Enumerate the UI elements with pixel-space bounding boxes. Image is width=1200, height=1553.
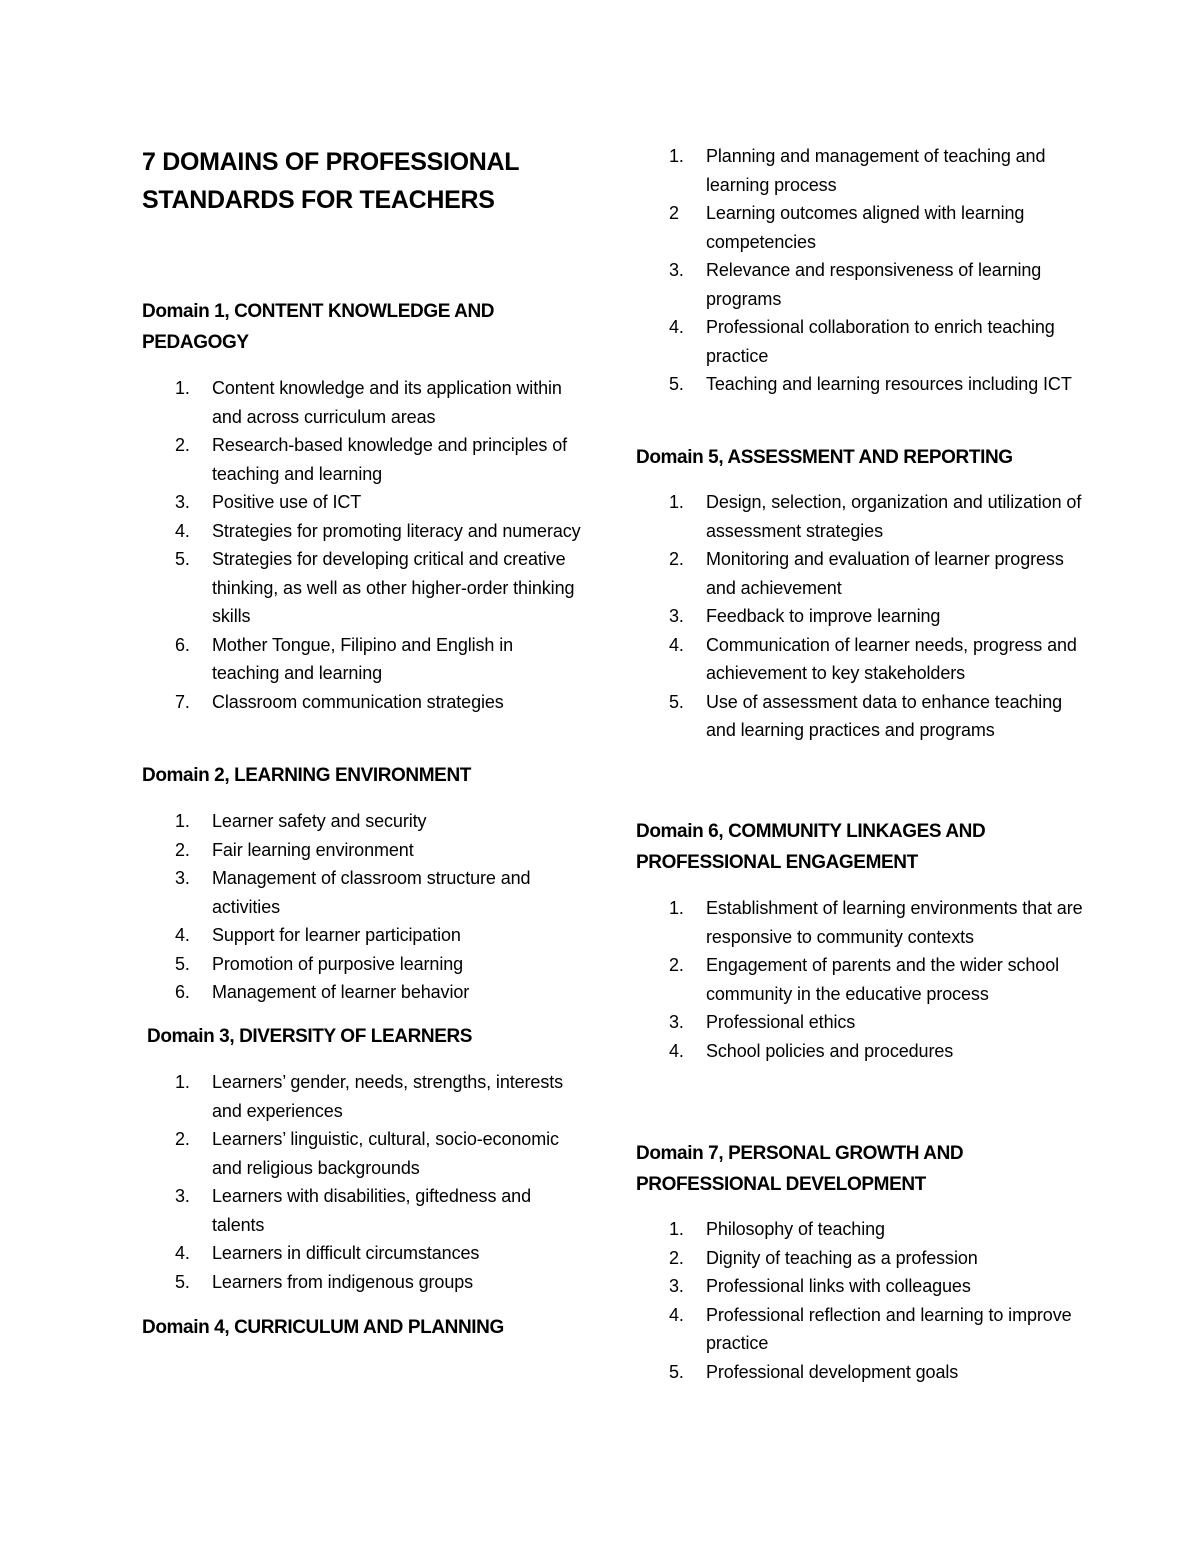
list-item-text: Dignity of teaching as a profession [706, 1247, 978, 1268]
list-item [636, 1215, 1086, 1244]
domain-4-list [636, 142, 1086, 399]
list-item-number: 6. [175, 634, 190, 655]
list-item-text: Monitoring and evaluation of learner progress and achievement [706, 549, 1064, 598]
list-item [636, 199, 1086, 256]
domain-6-heading: Domain 6, COMMUNITY LINKAGES AND PROFESSIONAL ENGAGEMENT [636, 821, 986, 873]
list-item [636, 545, 1086, 602]
list-item-number: 5. [669, 1361, 684, 1382]
list-item [142, 836, 582, 865]
list-item-number: 2. [175, 435, 190, 455]
domain-2-heading: Domain 2, LEARNING ENVIRONMENT [142, 765, 471, 786]
list-item-number: 2 [669, 203, 679, 223]
document-title-line-1: 7 DOMAINS OF PROFESSIONAL [142, 148, 520, 176]
domain-3-list [142, 1068, 582, 1296]
list-item-number: 4. [669, 317, 684, 337]
list-item [142, 431, 582, 488]
list-item [142, 807, 582, 836]
list-item-number: 3. [175, 1186, 190, 1206]
list-item-text: Professional development goals [706, 1361, 959, 1382]
list-item-text: Support for learner participation [212, 925, 461, 945]
list-item-text: Communication of learner needs, progress and achievement to key stakeholders [706, 634, 1077, 683]
list-item-number: 4. [175, 925, 190, 945]
list-item-number: 1. [669, 898, 684, 918]
list-item-number: 5. [669, 374, 684, 394]
list-item-text: Professional collaboration to enrich teaching practice [706, 317, 1055, 366]
list-item [142, 1068, 582, 1125]
list-item-text: Feedback to improve learning [706, 606, 941, 626]
list-item-number: 4. [669, 634, 684, 655]
list-item-text: Learners’ gender, needs, strengths, interests and experiences [212, 1072, 564, 1121]
list-item-text: Promotion of purposive learning [212, 953, 464, 974]
list-item [636, 688, 1086, 745]
list-item-text: Classroom communication strategies [212, 691, 504, 712]
list-item [142, 631, 582, 688]
list-item [636, 142, 1086, 199]
list-item-number: 6. [175, 982, 190, 1002]
list-item-text: Learners with disabilities, giftedness and talents [212, 1186, 531, 1235]
list-item [142, 978, 582, 1007]
list-item-text: Learners’ linguistic, cultural, socio-economic and religious backgrounds [212, 1129, 559, 1178]
list-item-text: Design, selection, organization and utilization of assessment strategies [706, 492, 1082, 541]
list-item [636, 1244, 1086, 1273]
list-item [636, 1272, 1086, 1301]
domain-5-list [636, 488, 1086, 745]
list-item-number: 4. [669, 1040, 684, 1061]
domain-7-list [636, 1215, 1086, 1386]
list-item-text: Strategies for promoting literacy and numeracy [212, 520, 581, 541]
list-item-number: 2. [669, 955, 684, 975]
list-item-text: Use of assessment data to enhance teaching and learning practices and programs [706, 691, 1063, 740]
list-item [636, 894, 1086, 951]
list-item [636, 951, 1086, 1008]
list-item-text: Engagement of parents and the wider school community in the educative process [706, 955, 1060, 1004]
list-item-number: 5. [175, 549, 190, 569]
list-item-text: Fair learning environment [212, 839, 414, 860]
list-item-number: 2. [175, 1129, 190, 1149]
list-item [142, 950, 582, 979]
list-item-number: 3. [669, 260, 684, 280]
list-item [142, 517, 582, 546]
list-item [142, 488, 582, 517]
list-item-number: 3. [669, 1012, 684, 1032]
list-item [142, 1125, 582, 1182]
list-item [636, 488, 1086, 545]
list-item-text: Learners in difficult circumstances [212, 1243, 480, 1263]
document-title [142, 143, 519, 219]
list-item-number: 5. [175, 953, 190, 974]
list-item-number: 1. [669, 146, 684, 166]
domain-1-list [142, 374, 582, 716]
list-item-number: 1. [669, 492, 684, 512]
domain-5-heading: Domain 5, ASSESSMENT AND REPORTING [636, 447, 1013, 468]
list-item-text: Establishment of learning environments that are responsive to community contexts [706, 898, 1083, 947]
list-item [142, 688, 582, 717]
list-item-text: Learner safety and security [212, 811, 427, 831]
list-item-text: Positive use of ICT [212, 492, 362, 512]
list-item-number: 5. [669, 691, 684, 712]
list-item-text: Mother Tongue, Filipino and English in teaching and learning [212, 634, 514, 683]
domain-6-list [636, 894, 1086, 1065]
domain-4-heading: Domain 4, CURRICULUM AND PLANNING [142, 1317, 504, 1338]
list-item-number: 1. [175, 1072, 190, 1092]
list-item-text: School policies and procedures [706, 1040, 954, 1061]
document-title-line-2: STANDARDS FOR TEACHERS [142, 186, 495, 214]
list-item-text: Professional reflection and learning to improve practice [706, 1304, 1072, 1353]
list-item-number: 3. [669, 606, 684, 626]
list-item [142, 921, 582, 950]
list-item-text: Learning outcomes aligned with learning competencies [706, 203, 1025, 252]
domain-2-list [142, 807, 582, 1007]
list-item [636, 1037, 1086, 1066]
list-item [142, 545, 582, 631]
list-item-number: 2. [175, 839, 190, 860]
list-item-text: Management of classroom structure and activities [212, 868, 531, 917]
list-item-number: 2. [669, 549, 684, 569]
list-item-text: Professional ethics [706, 1012, 856, 1032]
list-item-number: 3. [175, 492, 190, 512]
list-item-text: Teaching and learning resources including ICT [706, 374, 1072, 394]
list-item [142, 1239, 582, 1268]
list-item [636, 370, 1086, 399]
list-item-number: 1. [669, 1219, 684, 1239]
list-item [636, 1301, 1086, 1358]
list-item-number: 4. [175, 1243, 190, 1263]
domain-7-heading: Domain 7, PERSONAL GROWTH AND PROFESSIONAL DEVELOPMENT [636, 1143, 964, 1195]
list-item-number: 1. [175, 811, 190, 831]
list-item-number: 3. [669, 1276, 684, 1296]
list-item [142, 1182, 582, 1239]
list-item-number: 4. [175, 520, 190, 541]
list-item-number: 2. [669, 1247, 684, 1268]
list-item [142, 374, 582, 431]
domain-1-heading: Domain 1, CONTENT KNOWLEDGE AND PEDAGOGY [142, 301, 495, 353]
list-item-text: Professional links with colleagues [706, 1276, 971, 1296]
list-item [636, 1008, 1086, 1037]
list-item-text: Research-based knowledge and principles of teaching and learning [212, 435, 568, 484]
list-item [636, 602, 1086, 631]
list-item-text: Philosophy of teaching [706, 1219, 885, 1239]
list-item-text: Strategies for developing critical and creative thinking, as well as other higher-order thinking skills [212, 549, 575, 626]
list-item [142, 864, 582, 921]
list-item-text: Planning and management of teaching and learning process [706, 146, 1046, 195]
list-item [636, 256, 1086, 313]
list-item [142, 1268, 582, 1297]
list-item [636, 1358, 1086, 1387]
list-item-number: 5. [175, 1271, 190, 1292]
list-item-text: Relevance and responsiveness of learning programs [706, 260, 1042, 309]
list-item-number: 1. [175, 378, 190, 398]
list-item-text: Content knowledge and its application within and across curriculum areas [212, 378, 562, 427]
list-item-number: 7. [175, 691, 190, 712]
domain-3-heading: Domain 3, DIVERSITY OF LEARNERS [147, 1026, 473, 1047]
list-item-number: 4. [669, 1304, 684, 1325]
list-item-text: Learners from indigenous groups [212, 1271, 474, 1292]
list-item [636, 631, 1086, 688]
list-item-number: 3. [175, 868, 190, 888]
list-item-text: Management of learner behavior [212, 982, 470, 1002]
list-item [636, 313, 1086, 370]
